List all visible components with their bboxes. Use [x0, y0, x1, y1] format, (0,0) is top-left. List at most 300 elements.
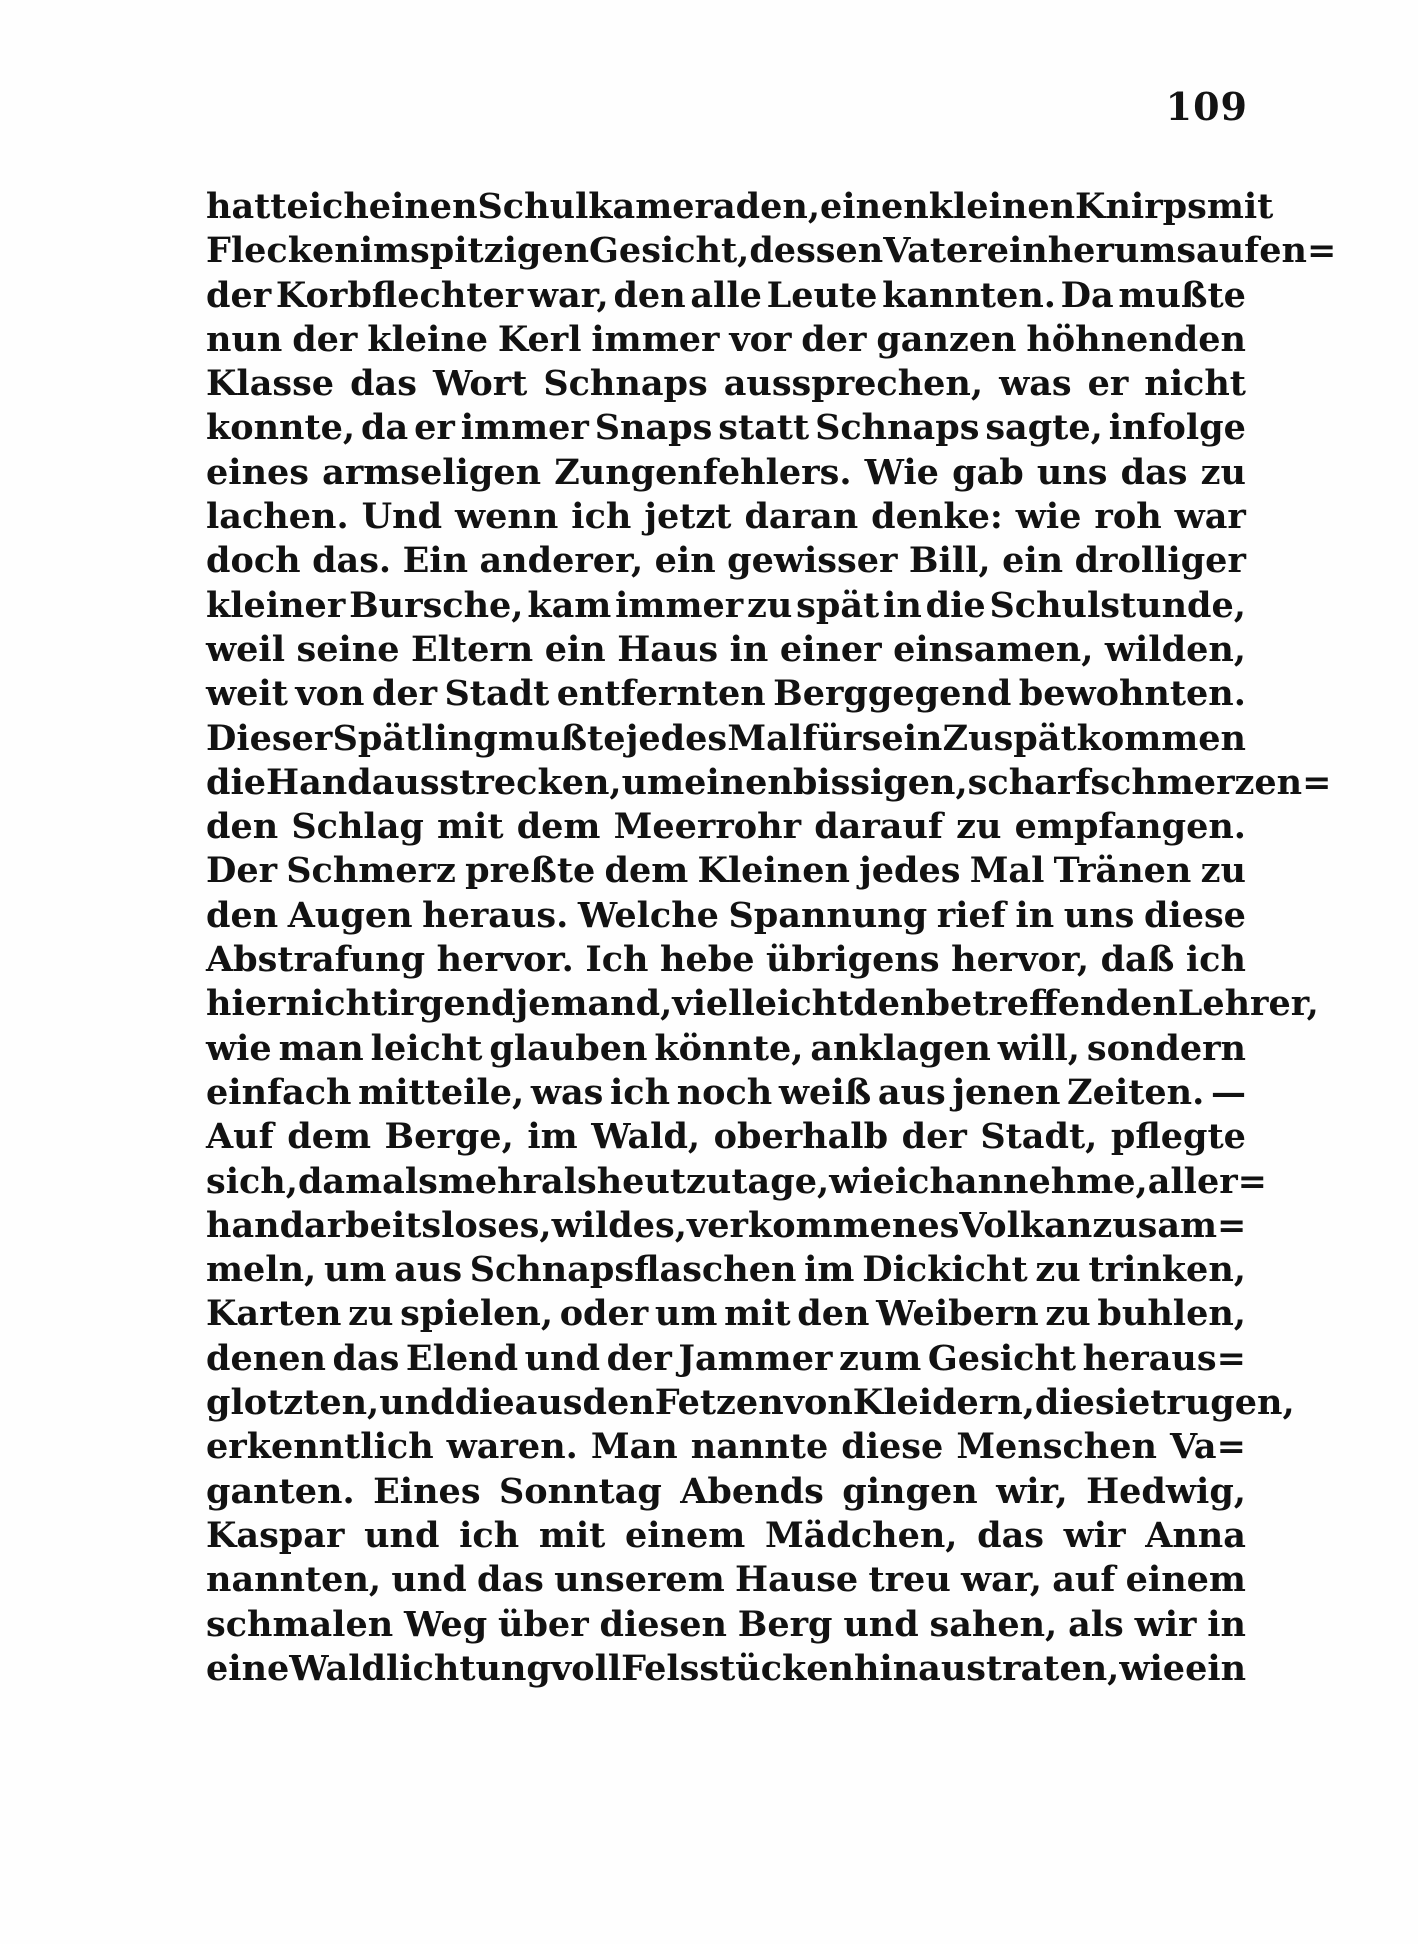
word: wir: [1063, 1514, 1126, 1556]
word: den: [206, 806, 279, 848]
word: Bursche,: [349, 584, 524, 626]
word: kleiner: [206, 584, 346, 626]
word: und: [364, 1514, 440, 1556]
word: für: [802, 717, 862, 759]
word: ein: [1002, 540, 1064, 582]
word: Schmerz: [286, 850, 456, 892]
word: lachen.: [206, 496, 349, 538]
word: Mal: [727, 717, 803, 759]
word: Kleidern,: [852, 1382, 1035, 1424]
word: unserem: [554, 1559, 725, 1601]
word: das: [477, 1559, 544, 1601]
word: dem: [604, 850, 689, 892]
text-line: [206, 496, 1246, 540]
word: Berggegend: [773, 673, 1012, 715]
text-line: [206, 1116, 1246, 1160]
word: seine: [296, 628, 400, 670]
word: zu: [1035, 1249, 1081, 1291]
word: Felsstücken: [621, 1647, 854, 1689]
word: Schnaps: [815, 407, 980, 449]
word: Flecken: [206, 230, 360, 272]
word: wenn: [455, 496, 559, 538]
word: zu: [956, 806, 1002, 848]
word: Meerrohr: [613, 806, 802, 848]
text-line: [206, 540, 1246, 584]
word: nun: [206, 318, 283, 360]
word: Vater: [883, 230, 987, 272]
word: ausstrecken,: [371, 761, 622, 803]
word: herumsaufen=: [1047, 230, 1337, 272]
word: der: [801, 318, 867, 360]
word: spitzigen: [410, 230, 590, 272]
text-line: [206, 1072, 1246, 1116]
word: arbeitsloses,: [304, 1204, 552, 1246]
word: in: [883, 584, 922, 626]
word: Fetzen: [654, 1382, 784, 1424]
text-line: [206, 1160, 1267, 1205]
text-line: [206, 363, 1246, 407]
word: Tränen: [1053, 850, 1192, 892]
word: buhlen,: [1097, 1293, 1246, 1335]
word: mußte: [497, 717, 626, 759]
word: mit: [437, 806, 504, 848]
word: darauf: [814, 806, 943, 848]
word: im: [527, 1116, 578, 1158]
word: verkommenes: [686, 1204, 960, 1246]
word: ein: [986, 230, 1048, 272]
word: gewisser: [727, 540, 898, 582]
word: zu: [1200, 850, 1246, 892]
word: als: [1068, 1603, 1124, 1645]
word: wie: [206, 1027, 272, 1069]
word: ganten.: [206, 1470, 355, 1512]
word: Anna: [1145, 1514, 1246, 1556]
word: Augen: [287, 894, 413, 936]
text-line: [206, 1028, 1246, 1072]
word: Abstrafung: [206, 939, 426, 981]
word: jedes: [859, 850, 961, 892]
word: Lehrer,: [1177, 983, 1319, 1025]
word: und: [524, 1337, 601, 1379]
word: was: [530, 1071, 604, 1113]
word: wildes,: [551, 1204, 687, 1246]
word: um: [621, 761, 685, 803]
word: von: [295, 673, 365, 715]
word: als: [541, 1160, 597, 1202]
word: eine: [206, 1647, 290, 1689]
word: gingen: [842, 1470, 978, 1512]
word: sagte,: [985, 407, 1103, 449]
word: anderer,: [479, 540, 644, 582]
word: Mädchen,: [764, 1514, 958, 1556]
word: Schnaps: [543, 363, 708, 405]
word: Da: [1060, 274, 1114, 316]
page-number: 109: [1165, 84, 1248, 129]
word: war: [1174, 496, 1246, 538]
word: Abends: [680, 1470, 824, 1512]
word: jenen: [952, 1071, 1061, 1113]
text-line: [206, 1293, 1246, 1337]
word: Stadt,: [980, 1116, 1098, 1158]
word: nannte: [690, 1426, 829, 1468]
word: einer: [779, 628, 882, 670]
word: sich,: [206, 1160, 298, 1202]
word: was: [999, 363, 1072, 405]
word: gab: [952, 451, 1024, 493]
word: Bill,: [908, 540, 991, 582]
text-line: [206, 629, 1246, 673]
word: Wie: [864, 451, 939, 493]
text-line: [206, 1205, 1246, 1249]
word: den: [613, 274, 686, 316]
word: Weg: [404, 1603, 488, 1645]
word: dem: [287, 1116, 371, 1158]
text-line: [206, 1382, 1295, 1426]
text-line: [206, 1648, 1246, 1692]
word: das: [350, 363, 417, 405]
word: Welche: [577, 894, 719, 936]
word: immer: [591, 318, 720, 360]
word: in: [1207, 1603, 1246, 1645]
word: betreffenden: [925, 983, 1178, 1025]
word: man: [278, 1027, 364, 1069]
word: den: [797, 1293, 870, 1335]
word: annehme,: [954, 1160, 1148, 1202]
word: Elend: [405, 1337, 519, 1379]
word: wir,: [996, 1470, 1068, 1512]
text-line: [206, 1559, 1246, 1603]
word: damals: [297, 1160, 438, 1202]
word: wie: [829, 1160, 895, 1202]
word: zu: [348, 1293, 394, 1335]
word: vielleicht: [672, 983, 854, 1025]
word: ich: [308, 186, 369, 227]
word: kam: [527, 584, 612, 626]
word: oder: [559, 1293, 649, 1335]
word: sein: [861, 717, 943, 759]
text-line: [206, 850, 1246, 894]
word: voll: [550, 1647, 622, 1689]
word: uns: [1036, 451, 1108, 493]
word: irgend: [387, 983, 516, 1025]
word: spät: [796, 584, 880, 626]
word: Va=: [1169, 1426, 1246, 1468]
text-line: [206, 275, 1246, 319]
word: sondern: [1086, 1027, 1246, 1069]
word: mehr: [437, 1160, 542, 1202]
word: Der: [206, 850, 278, 892]
word: diesen: [599, 1603, 727, 1645]
word: denke:: [871, 496, 1003, 538]
word: Zuspätkommen: [942, 717, 1246, 759]
word: er: [414, 407, 455, 449]
word: Schulstunde,: [989, 584, 1246, 626]
word: Hedwig,: [1086, 1470, 1246, 1512]
word: sie: [1094, 1382, 1151, 1424]
word: einsamen,: [893, 628, 1094, 670]
word: Auf: [206, 1116, 274, 1158]
word: das: [332, 1337, 400, 1379]
word: das: [977, 1514, 1045, 1556]
text-line: [206, 452, 1246, 496]
word: drolliger: [1074, 540, 1246, 582]
word: konnte,: [206, 407, 356, 449]
text-line: [206, 585, 1246, 629]
word: weil: [206, 628, 285, 670]
text-line: [206, 407, 1246, 451]
text-line: [206, 806, 1246, 850]
word: Waldlichtung: [289, 1647, 551, 1689]
word: kleine: [367, 318, 489, 360]
word: ein: [1185, 1647, 1247, 1689]
word: die: [454, 1382, 515, 1424]
word: höhnenden: [1026, 318, 1246, 360]
word: um: [323, 1249, 387, 1291]
word: waren.: [446, 1426, 578, 1468]
word: armseligen: [322, 451, 542, 493]
word: hatte: [206, 186, 309, 227]
word: preßte: [465, 850, 596, 892]
word: Karten: [206, 1293, 342, 1335]
word: in: [1015, 894, 1055, 936]
word: wilden,: [1104, 628, 1246, 670]
word: da: [361, 407, 409, 449]
text-line: [206, 1338, 1246, 1382]
text-line: [206, 319, 1246, 363]
word: Schulkameraden,: [477, 186, 821, 227]
word: einfach: [206, 1071, 352, 1113]
word: infolge: [1108, 407, 1246, 449]
word: schmerzen=: [1090, 761, 1332, 803]
word: schmalen: [206, 1603, 394, 1645]
word: trinken,: [1088, 1249, 1246, 1291]
text-line: [206, 1249, 1246, 1293]
text-line: [206, 1471, 1246, 1515]
word: könnte,: [654, 1027, 804, 1069]
word: meln,: [206, 1249, 317, 1291]
word: alle: [690, 274, 762, 316]
word: trugen,: [1150, 1382, 1295, 1424]
word: pflegte: [1110, 1116, 1246, 1158]
word: scharf: [967, 761, 1091, 803]
word: weiß: [778, 1071, 872, 1113]
text-line: [206, 1426, 1246, 1470]
word: und: [391, 1559, 467, 1601]
word: die: [206, 761, 267, 803]
word: war,: [961, 1559, 1042, 1601]
word: empfangen.: [1014, 806, 1246, 848]
word: sahen,: [929, 1603, 1058, 1645]
word: nicht: [285, 983, 388, 1025]
word: oberhalb: [713, 1116, 889, 1158]
word: einen: [684, 761, 793, 803]
word: hebe: [660, 939, 755, 981]
word: der: [371, 673, 438, 715]
word: dem: [516, 806, 601, 848]
word: Zeiten.: [1067, 1071, 1205, 1113]
word: roh: [1094, 496, 1162, 538]
word: denen: [206, 1337, 326, 1379]
word: um: [654, 1293, 718, 1335]
word: Dickicht: [862, 1249, 1028, 1291]
word: Leute: [766, 274, 878, 316]
word: zu: [1045, 1293, 1091, 1335]
word: heutzutage,: [596, 1160, 830, 1202]
word: mit: [538, 1514, 606, 1556]
word: mit: [724, 1293, 791, 1335]
word: Dieser: [206, 717, 333, 759]
word: Ich: [585, 939, 649, 981]
text-line: [206, 895, 1246, 939]
word: —: [1210, 1071, 1246, 1113]
word: statt: [718, 407, 810, 449]
word: heraus.: [422, 894, 569, 936]
word: Hand: [266, 761, 372, 803]
text-line: [206, 230, 1337, 274]
word: ein: [544, 628, 606, 670]
word: einem: [1125, 1559, 1246, 1601]
word: hervor,: [951, 939, 1090, 981]
text-line: [206, 983, 1319, 1027]
word: Wald,: [591, 1116, 701, 1158]
word: Kleinen: [697, 850, 850, 892]
word: bewohnten.: [1018, 673, 1246, 715]
word: einen: [820, 186, 929, 227]
word: dessen: [749, 230, 884, 272]
word: Kerl: [497, 318, 582, 360]
word: den: [582, 1382, 655, 1424]
word: Weibern: [876, 1293, 1039, 1335]
word: zu: [1200, 451, 1246, 493]
word: Eines: [373, 1470, 481, 1512]
word: entfernten: [556, 673, 766, 715]
word: wir: [1134, 1603, 1197, 1645]
word: Gesicht,: [589, 230, 750, 272]
word: Kaspar: [206, 1514, 345, 1556]
word: vor: [729, 318, 792, 360]
word: kleinen: [928, 186, 1076, 227]
word: den: [206, 894, 279, 936]
word: rief: [936, 894, 1006, 936]
word: glauben: [489, 1027, 648, 1069]
word: Gesicht: [927, 1337, 1077, 1379]
text-line: [206, 761, 1332, 806]
word: ganzen: [876, 318, 1017, 360]
word: ich: [894, 1160, 955, 1202]
word: die: [1034, 1382, 1095, 1424]
word: einem: [624, 1514, 746, 1556]
word: noch: [676, 1071, 773, 1113]
word: der: [292, 318, 358, 360]
word: Eltern: [410, 628, 534, 670]
word: Jammer: [678, 1337, 833, 1379]
body-text-block: [206, 186, 1337, 1692]
word: im: [359, 230, 411, 272]
word: bissigen,: [792, 761, 968, 803]
word: Schnapsflaschen: [469, 1249, 797, 1291]
word: das.: [312, 540, 392, 582]
text-line: [206, 939, 1246, 983]
word: nicht: [1144, 363, 1246, 405]
word: Schlag: [291, 806, 424, 848]
word: Menschen: [956, 1426, 1157, 1468]
word: mit: [1206, 186, 1274, 227]
word: Sonntag: [498, 1470, 662, 1512]
word: will,: [997, 1027, 1080, 1069]
word: der: [206, 274, 272, 316]
word: Spannung: [728, 894, 928, 936]
text-line: [206, 673, 1246, 717]
word: mitteile,: [358, 1071, 525, 1113]
word: über: [498, 1603, 589, 1645]
word: Snaps: [594, 407, 713, 449]
word: erkenntlich: [206, 1426, 434, 1468]
word: kannten.: [882, 274, 1056, 316]
word: von: [783, 1382, 853, 1424]
word: Wort: [432, 363, 528, 405]
word: jedes: [625, 717, 728, 759]
word: ich: [1185, 939, 1246, 981]
word: hervor.: [436, 939, 574, 981]
word: Mal: [969, 850, 1045, 892]
word: ich: [571, 496, 632, 538]
text-line: [206, 1515, 1246, 1559]
word: Haus: [617, 628, 719, 670]
word: wie: [1015, 496, 1082, 538]
word: auf: [1052, 1559, 1116, 1601]
word: aller=: [1147, 1160, 1267, 1202]
word: weit: [206, 673, 288, 715]
word: die: [925, 584, 986, 626]
word: daß: [1100, 939, 1175, 981]
word: anklagen: [810, 1027, 991, 1069]
word: er: [1087, 363, 1129, 405]
word: uns: [1063, 894, 1135, 936]
word: nannten,: [206, 1559, 382, 1601]
word: hier: [206, 983, 286, 1025]
word: Klasse: [206, 363, 335, 405]
word: Stadt: [444, 673, 550, 715]
word: diese: [1143, 894, 1246, 936]
word: immer: [615, 584, 744, 626]
word: Berge,: [384, 1116, 514, 1158]
word: zum: [838, 1337, 922, 1379]
word: Ein: [402, 540, 469, 582]
word: der: [606, 1337, 672, 1379]
word: jemand,: [515, 983, 673, 1025]
word: in: [729, 628, 769, 670]
text-line: [206, 186, 1274, 230]
word: und: [379, 1382, 455, 1424]
word: übrigens: [766, 939, 940, 981]
word: doch: [206, 540, 301, 582]
word: heraus=: [1082, 1337, 1246, 1379]
word: Spätling: [332, 717, 498, 759]
word: zu: [747, 584, 793, 626]
word: aus: [394, 1249, 463, 1291]
word: immer: [460, 407, 589, 449]
word: und: [843, 1603, 919, 1645]
word: ich: [609, 1071, 671, 1113]
word: hinaustraten,: [853, 1647, 1120, 1689]
word: einen: [368, 186, 478, 227]
word: treu: [868, 1559, 951, 1601]
word: mußte: [1118, 274, 1246, 316]
word: daran: [744, 496, 859, 538]
word: spielen,: [400, 1293, 554, 1335]
word: anzusam=: [1044, 1204, 1247, 1246]
word: Volk: [959, 1204, 1045, 1246]
